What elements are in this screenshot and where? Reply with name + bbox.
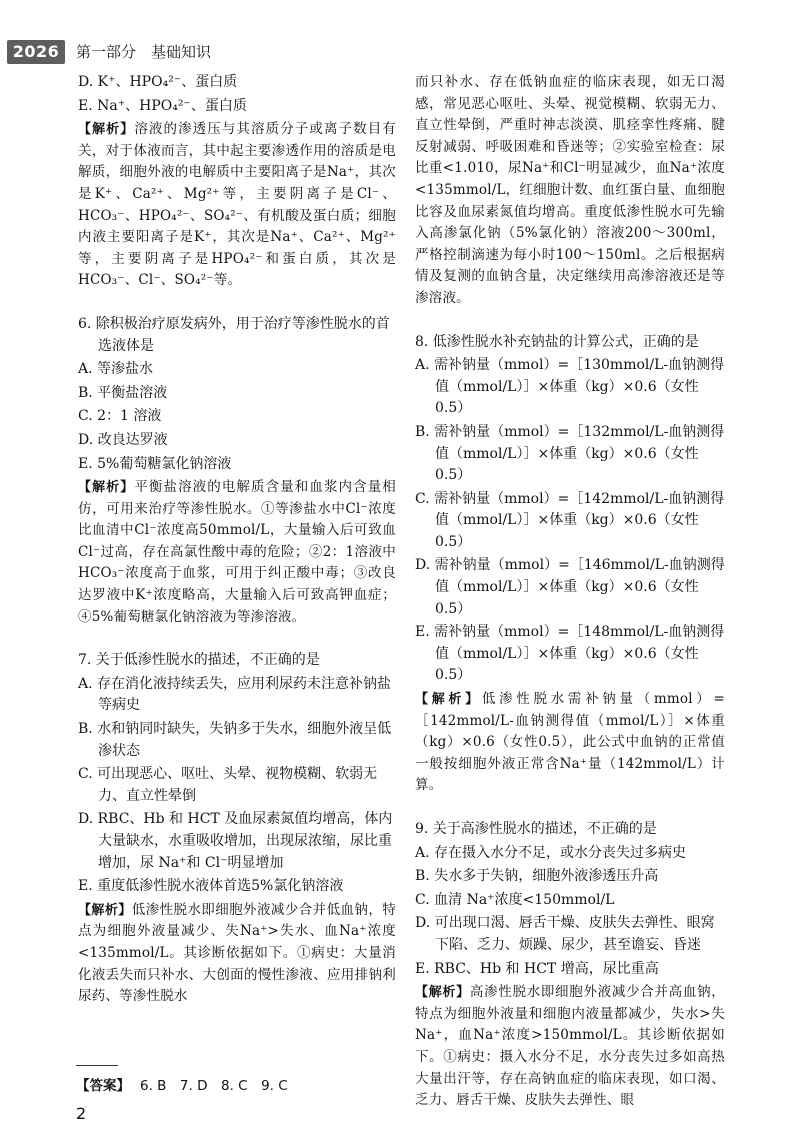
explanation-label: 【解析】 <box>415 692 482 708</box>
q8-option-a: A. 需补钠量（mmol）=［130mmol/L-血钠测得值（mmol/L）］×体重（kg）×0.6（女性 0.5） <box>415 357 725 417</box>
answer-values: 6. B 7. D 8. C 9. C <box>140 1078 288 1094</box>
left-column <box>78 72 396 1008</box>
question-6-stem: 6. 除积极治疗原发病外，用于治疗等渗性脱水的首选液体是 <box>78 315 390 354</box>
option-e-prev: E. Na⁺、HPO₄²⁻、蛋白质 <box>78 97 247 114</box>
right-column <box>415 72 725 1112</box>
q9-option-b: B. 失水多于失钠，细胞外液渗透压升高 <box>415 868 659 885</box>
explanation-q5 <box>78 119 396 292</box>
explanation-label: 【解析】 <box>78 480 135 496</box>
q9-option-e: E. RBC、Hb 和 HCT 增高，尿比重高 <box>415 960 659 977</box>
option-d-prev: D. K⁺、HPO₄²⁻、蛋白质 <box>78 74 238 90</box>
q7-option-c: C. 可出现恶心、呕吐、头晕、视物模糊、软弱无力、直立性晕倒 <box>78 766 378 804</box>
section-title: 第一部分 基础知识 <box>76 43 212 61</box>
q6-option-e: E. 5%葡萄糖氯化钠溶液 <box>78 455 232 472</box>
q7-option-b: B. 水和钠同时缺失，失钠多于失水，细胞外液呈低渗状态 <box>78 721 392 759</box>
answer-key <box>76 1074 288 1094</box>
explanation-text: 低渗性脱水即细胞外液减少合并低血钠，特点为细胞外液量减少、失Na⁺>失水、血Na⁺浓度<135mmol/L。其诊断依据如下。①病史：大量消化液丢失而只补水、大创面的慢性渗液、应用排钠利尿药、等渗性脱水 <box>78 901 396 1005</box>
q6-option-a: A. 等渗盐水 <box>78 361 154 378</box>
page-header <box>0 38 800 68</box>
q9-option-d: D. 可出现口渴、唇舌干燥、皮肤失去弹性、眼窝下陷、乏力、烦躁、尿少，甚至谵妄、昏迷 <box>415 915 715 953</box>
q9-option-a: A. 存在摄入水分不足，或水分丧失过多病史 <box>415 844 687 861</box>
explanation-label: 【解析】 <box>78 902 132 918</box>
q7-option-e: E. 重度低渗性脱水液体首选5%氯化钠溶液 <box>78 878 344 895</box>
explanation-q8 <box>415 689 725 797</box>
q8-option-e: E. 需补钠量（mmol）=［148mmol/L-血钠测得值（mmol/L）］×体重（kg）×0.6（女性 0.5） <box>415 624 725 684</box>
explanation-q7 <box>78 900 396 1008</box>
q8-option-d: D. 需补钠量（mmol）=［146mmol/L-血钠测得值（mmol/L）］×体重（kg）×0.6（女性 0.5） <box>415 557 725 617</box>
answer-label: 【答案】 <box>76 1078 130 1094</box>
question-9-stem: 9. 关于高渗性脱水的描述，不正确的是 <box>415 821 657 837</box>
explanation-text: 低渗性脱水需补钠量（mmol）=［142mmol/L-血钠测得值（mmol/L）］×体重（kg）×0.6（女性0.5），此公式中血钠的正常值一般按细胞外液正常含Na⁺量（142mmol/L）计算。 <box>415 691 725 794</box>
q7-option-a: A. 存在消化液持续丢失，应用利尿药未注意补钠盐等病史 <box>78 675 392 714</box>
q6-option-b: B. 平衡盐溶液 <box>78 384 168 401</box>
explanation-q7-continued: 而只补水、存在低钠血症的临床表现，如无口渴感，常见恶心呕吐、头晕、视觉模糊、软弱无力、直立性晕倒，严重时神志淡漠、肌痉挛性疼痛、腱反射减弱、呼吸困难和昏迷等；②实验室检查：尿比重<1.010，尿Na⁺和Cl⁻明显减少，血Na⁺浓度<135mmol/L，红细胞计数、血红蛋白量、血细胞比容及血尿素氮值均增高。重度低渗性脱水可先输入高渗氯化钠（5%氯化钠）溶液200～300ml，严格控制滴速为每小时100～150ml。之后根据病情及复测的血钠含量，决定继续用高渗溶液还是等渗溶液。 <box>415 74 725 306</box>
footnote-divider <box>76 1065 118 1066</box>
explanation-text: 高渗性脱水即细胞外液减少合并高血钠，特点为细胞外液量和细胞内液量都减少，失水>失Na⁺，血Na⁺浓度>150mmol/L。其诊断依据如下。①病史：摄入水分不足，水分丧失过多如高热大量出汗等，存在高钠血症的临床表现，如口渴、乏力、唇舌干燥、皮肤失去弹性、眼 <box>415 984 725 1109</box>
q7-option-d: D. RBC、Hb 和 HCT 及血尿素氮值均增高，体内大量缺水，水重吸收增加，出现尿浓缩，尿比重增加，尿 Na⁺和 Cl⁻明显增加 <box>78 811 393 871</box>
year-badge: 2026 <box>7 40 65 64</box>
explanation-q9 <box>415 982 725 1112</box>
page-number: 2 <box>76 1104 87 1123</box>
explanation-label: 【解析】 <box>415 985 470 1001</box>
q8-option-b: B. 需补钠量（mmol）=［132mmol/L-血钠测得值（mmol/L）］×体重（kg）×0.6（女性 0.5） <box>415 423 725 484</box>
explanation-q6 <box>78 477 396 628</box>
explanation-text: 溶液的渗透压与其溶质分子或离子数目有关，对于体液而言，其中起主要渗透作用的溶质是电解质，细胞外液的电解质中主要阳离子是Na⁺，其次是K⁺、Ca²⁺、Mg²⁺等，主要阴离子是Cl⁻、HCO₃⁻、HPO₄²⁻、SO₄²⁻、有机酸及蛋白质；细胞内液主要阳离子是K⁺，其次是Na⁺、Ca²⁺、Mg²⁺等，主要阴离子是HPO₄²⁻和蛋白质，其次是HCO₃⁻、Cl⁻、SO₄²⁻等。 <box>78 121 396 289</box>
question-7-stem: 7. 关于低渗性脱水的描述，不正确的是 <box>78 652 320 669</box>
explanation-text: 平衡盐溶液的电解质含量和血浆内含量相仿，可用来治疗等渗性脱水。①等渗盐水中Cl⁻浓度比血清中Cl⁻浓度高50mmol/L，大量输入后可致血Cl⁻过高，存在高氯性酸中毒的危险；②2：1溶液中HCO₃⁻浓度高于血浆，可用于纠正酸中毒；③改良达罗液中K⁺浓度略高，大量输入后可致高钾血症；④5%葡萄糖氯化钠溶液为等渗溶液。 <box>78 479 396 625</box>
q8-option-c: C. 需补钠量（mmol）=［142mmol/L-血钠测得值（mmol/L）］×体重（kg）×0.6（女性 0.5） <box>415 490 725 550</box>
explanation-label: 【解析】 <box>78 122 135 138</box>
q6-option-c: C. 2：1 溶液 <box>78 408 162 425</box>
question-8-stem: 8. 低渗性脱水补充钠盐的计算公式，正确的是 <box>415 333 699 350</box>
q6-option-d: D. 改良达罗液 <box>78 431 168 448</box>
q9-option-c: C. 血清 Na⁺浓度<150mmol/L <box>415 891 615 908</box>
